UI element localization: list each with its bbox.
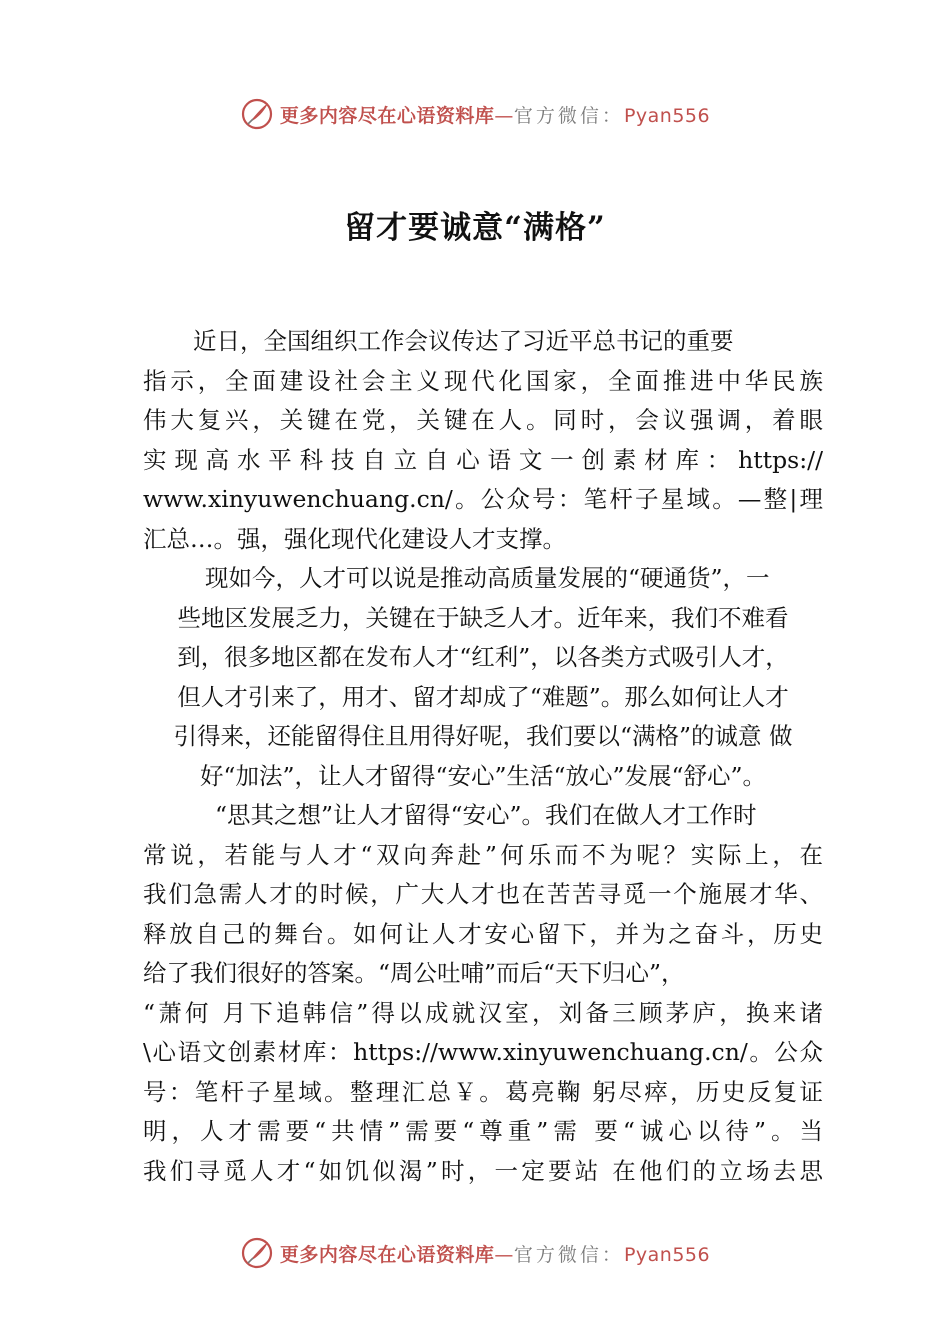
text-line: \心语文创素材库：https://www.xinyuwenchuang.cn/。公众 (143, 1038, 823, 1066)
footer-watermark-banner (0, 1233, 950, 1273)
banner-sub-text: 官方微信： (513, 104, 624, 127)
banner-sub-text: 官方微信： (513, 1243, 624, 1266)
banner-main-text: 更多内容尽在心语资料库 (279, 1243, 495, 1266)
text-line: 近日，全国组织工作会议传达了习近平总书记的重要 (193, 327, 734, 355)
article-body (143, 322, 823, 1191)
text-line: 实现高水平科技自立自心语文一创素材库：https:// (143, 445, 823, 474)
banner-main-text: 更多内容尽在心语资料库 (279, 104, 495, 127)
banner-dash: — (494, 1243, 514, 1266)
banner-wechat-id: Pyan556 (623, 104, 711, 127)
text-line: 我们急需人才的时候，广大人才也在苦苦寻觅一个施展才华、 (143, 880, 823, 908)
text-line: 号：笔杆子星域。整理汇总￥。葛亮鞠 躬尽瘁，历史反复证 (143, 1077, 823, 1106)
text-line: 指示，全面建设社会主义现代化国家，全面推进中华民族 (143, 366, 823, 395)
banner-wechat-id: Pyan556 (623, 1243, 711, 1266)
quill-logo-icon (240, 1236, 274, 1270)
header-watermark-banner (0, 94, 950, 134)
banner-dash: — (494, 104, 514, 127)
text-line: 常说，若能与人才“双向奔赴”何乐而不为呢？实际上，在 (143, 840, 823, 869)
text-line: 但人才引来了，用才、留才却成了“难题”。那么如何让人才 (177, 682, 789, 711)
text-line: 我们寻觅人才“如饥似渴”时，一定要站 在他们的立场去思 (143, 1156, 823, 1185)
text-line: 到，很多地区都在发布人才“红利”，以各类方式吸引人才， (177, 643, 789, 671)
text-line: 现如今，人才可以说是推动高质量发展的“硬通货”，一 (205, 564, 770, 592)
text-line: 引得来，还能留得住且用得好呢，我们要以“满格”的诚意 做 (173, 722, 793, 750)
text-line: “萧何 月下追韩信”得以成就汉室，刘备三顾茅庐，换来诸 (143, 998, 823, 1027)
text-line: www.xinyuwenchuang.cn/。公众号：笔杆子星域。—整|理 (143, 485, 823, 513)
article-title: 留才要诚意“满格” (344, 210, 606, 246)
text-line: 些地区发展乏力，关键在于缺乏人才。近年来，我们不难看 (177, 603, 789, 632)
text-line: “思其之想”让人才留得“安心”。我们在做人才工作时 (215, 801, 757, 829)
text-line: 给了我们很好的答案。“周公吐哺”而后“天下归心”， (143, 959, 685, 987)
text-line: 明，人才需要“共情”需要“尊重”需 要“诚心以待”。当 (143, 1117, 823, 1145)
text-line: 释放自己的舞台。如何让人才安心留下，并为之奋斗，历史 (143, 919, 823, 948)
quill-logo-icon (240, 97, 274, 131)
text-line: 汇总…。强，强化现代化建设人才支撑。 (143, 524, 566, 553)
text-line: 伟大复兴，关键在党，关键在人。同时，会议强调，着眼 (143, 406, 823, 434)
text-line: 好“加法”，让人才留得“安心”生活“放心”发展“舒心”。 (199, 761, 767, 790)
